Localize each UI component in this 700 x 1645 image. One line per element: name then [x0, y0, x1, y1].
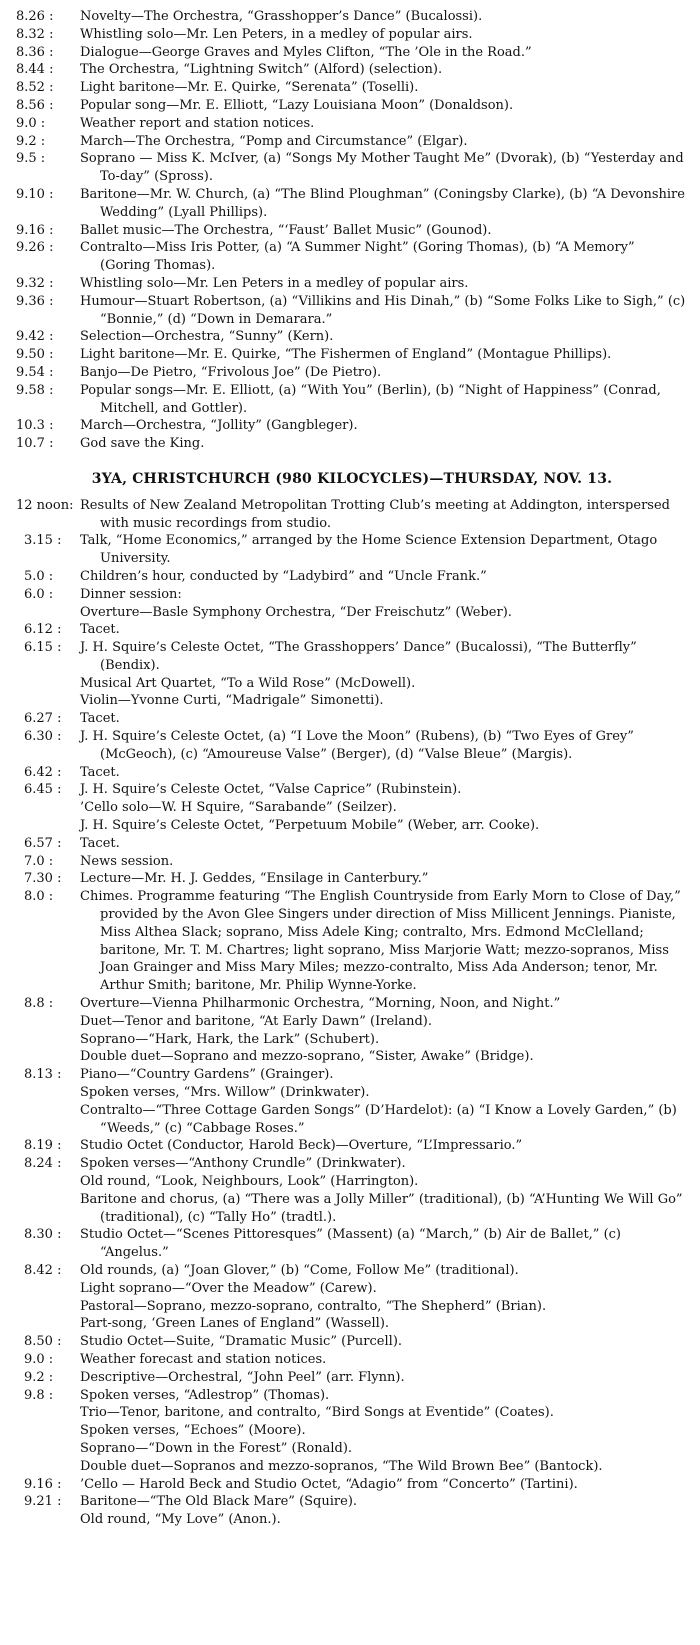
entry-text: [80, 293, 688, 329]
entry-time: 9.16 :: [16, 222, 54, 238]
entry-text: [80, 728, 688, 764]
entry-time: 6.30 :: [24, 729, 62, 745]
entry-text: [80, 1262, 688, 1333]
entry-time: 8.26 :: [16, 9, 54, 24]
entry-text: [80, 97, 688, 115]
entry-text: [80, 639, 688, 710]
entry-line: Double duet—Soprano and mezzo-soprano, “Sister, Awake” (Bridge).: [80, 1049, 534, 1065]
entry-line: Weather forecast and station notices.: [80, 1351, 327, 1367]
programme-entry: [16, 1155, 688, 1226]
entry-line: Old round, “My Love” (Anon.).: [80, 1512, 281, 1528]
entry-time: 6.42 :: [24, 764, 62, 780]
entry-line: Studio Octet—“Scenes Pittoresques” (Massent) (a) “March,” (b) Air de Ballet,” (c) “Angelus.”: [80, 1227, 622, 1261]
programme-entry: [16, 1137, 688, 1155]
entry-text: [80, 1226, 688, 1262]
entry-time: 8.36 :: [16, 44, 54, 60]
programme-entry: [16, 150, 688, 186]
programme-section-3ya: [16, 497, 688, 1529]
entry-line: J. H. Squire’s Celeste Octet, (a) “I Love the Moon” (Rubens), (b) “Two Eyes of Grey” (McGeoch), (c) “Amoureuse Valse” (Berger), (d) “Valse Bleue” (Margis).: [80, 729, 634, 762]
entry-text: [80, 1066, 688, 1137]
entry-line: Violin—Yvonne Curti, “Madrigale” Simonetti).: [80, 693, 384, 709]
entry-line: Double duet—Sopranos and mezzo-sopranos, “The Wild Brown Bee” (Bantock).: [80, 1458, 603, 1474]
entry-time: 9.5 :: [16, 151, 46, 167]
programme-entry: [16, 853, 688, 871]
entry-line: Humour—Stuart Robertson, (a) “Villikins and His Dinah,” (b) “Some Folks Like to Sigh,” (c) “Bonnie,” (d) “Down in Demarara.”: [80, 293, 686, 327]
entry-line: J. H. Squire’s Celeste Octet, “The Grasshoppers’ Dance” (Bucalossi), “The Butterfly” (Bendix).: [80, 640, 637, 673]
entry-time: 9.32 :: [16, 275, 54, 291]
entry-time: 8.42 :: [24, 1262, 62, 1278]
entry-text: [80, 1493, 688, 1529]
entry-line: Old rounds, (a) “Joan Glover,” (b) “Come, Follow Me” (traditional).: [80, 1262, 519, 1278]
entry-line: Dialogue—George Graves and Myles Clifton, “The ’Ole in the Road.”: [80, 44, 532, 60]
entry-time: 9.10 :: [16, 186, 54, 202]
entry-text: [80, 275, 688, 293]
programme-entry: [16, 1333, 688, 1351]
entry-line: Selection—Orchestra, “Sunny” (Kern).: [80, 329, 334, 345]
entry-line: Studio Octet (Conductor, Harold Beck)—Overture, “L’Impressario.”: [80, 1138, 523, 1154]
entry-line: Novelty—The Orchestra, “Grasshopper’s Dance” (Bucalossi).: [80, 9, 483, 24]
entry-text: [80, 435, 688, 453]
programme-entry: [16, 586, 688, 622]
programme-entry: [16, 97, 688, 115]
entry-line: Banjo—De Pietro, “Frivolous Joe” (De Pietro).: [80, 364, 382, 380]
programme-entry: [16, 621, 688, 639]
entry-line: News session.: [80, 853, 174, 869]
entry-time: 10.7 :: [16, 436, 54, 452]
entry-text: [80, 1369, 688, 1387]
programme-entry: [16, 781, 688, 834]
entry-text: [80, 346, 688, 364]
entry-text: [80, 621, 688, 639]
programme-entry: [16, 1387, 688, 1476]
programme-entry: [16, 26, 688, 44]
entry-line: God save the King.: [80, 436, 205, 452]
entry-text: [80, 186, 688, 222]
entry-line: Overture—Basle Symphony Orchestra, “Der Freischutz” (Weber).: [80, 604, 512, 620]
programme-entry: [16, 1066, 688, 1137]
entry-time: 9.8 :: [24, 1387, 54, 1403]
programme-entry: [16, 497, 688, 533]
entry-line: Spoken verses, “Adlestrop” (Thomas).: [80, 1387, 330, 1403]
entry-time: 9.42 :: [16, 329, 54, 345]
entry-line: Part-song, ‘Green Lanes of England” (Wassell).: [80, 1316, 390, 1332]
entry-text: [80, 61, 688, 79]
entry-text: [80, 133, 688, 151]
entry-text: [80, 586, 688, 622]
entry-time: 12 noon:: [16, 497, 74, 513]
programme-entry: [16, 8, 688, 26]
programme-entry: [16, 364, 688, 382]
entry-line: Dinner session:: [80, 586, 182, 602]
entry-line: Soprano — Miss K. McIver, (a) “Songs My Mother Taught Me” (Dvorak), (b) “Yesterday and To-day” (Spross).: [80, 151, 684, 185]
entry-line: March—The Orchestra, “Pomp and Circumstance” (Elgar).: [80, 133, 468, 149]
entry-text: [80, 1155, 688, 1226]
entry-text: [80, 222, 688, 240]
entry-line: ’Cello — Harold Beck and Studio Octet, “Adagio” from “Concerto” (Tartini).: [80, 1476, 578, 1492]
entry-time: 9.26 :: [16, 240, 54, 256]
programme-entry: [16, 1262, 688, 1333]
entry-text: [80, 853, 688, 871]
entry-line: Descriptive—Orchestral, “John Peel” (arr. Flynn).: [80, 1369, 405, 1385]
entry-text: [80, 835, 688, 853]
entry-line: Overture—Vienna Philharmonic Orchestra, “Morning, Noon, and Night.”: [80, 996, 561, 1012]
entry-time: 8.56 :: [16, 97, 54, 113]
entry-line: Whistling solo—Mr. Len Peters, in a medley of popular airs.: [80, 26, 473, 42]
entry-time: 6.0 :: [24, 586, 54, 602]
entry-time: 9.58 :: [16, 382, 54, 398]
entry-line: Popular songs—Mr. E. Elliott, (a) “With You” (Berlin), (b) “Night of Happiness” (Conrad, Mitchell, and Gottler).: [80, 382, 661, 416]
entry-line: J. H. Squire’s Celeste Octet, “Valse Caprice” (Rubinstein).: [80, 782, 462, 798]
entry-line: Baritone and chorus, (a) “There was a Jolly Miller” (traditional), (b) “A’Hunting We Will Go” (traditional), (c) “Tally Ho” (tradtl.).: [80, 1191, 683, 1225]
entry-line: Studio Octet—Suite, “Dramatic Music” (Purcell).: [80, 1334, 403, 1350]
entry-text: [80, 568, 688, 586]
programme-entry: [16, 417, 688, 435]
entry-line: Children’s hour, conducted by “Ladybird” and “Uncle Frank.”: [80, 568, 487, 584]
entry-time: 10.3 :: [16, 418, 54, 434]
entry-time: 7.30 :: [24, 871, 62, 887]
entry-text: [80, 382, 688, 418]
entry-text: [80, 8, 688, 26]
entry-line: March—Orchestra, “Jollity” (Gangbleger).: [80, 418, 358, 434]
entry-text: [80, 115, 688, 133]
entry-line: Tacet.: [80, 622, 120, 638]
entry-text: [80, 1333, 688, 1351]
entry-line: Whistling solo—Mr. Len Peters in a medley of popular airs.: [80, 275, 469, 291]
entry-time: 9.0 :: [16, 115, 46, 131]
entry-line: The Orchestra, “Lightning Switch” (Alford) (selection).: [80, 62, 443, 78]
entry-text: [80, 26, 688, 44]
entry-line: Light soprano—“Over the Meadow” (Carew).: [80, 1280, 377, 1296]
entry-line: Popular song—Mr. E. Elliott, “Lazy Louisiana Moon” (Donaldson).: [80, 97, 514, 113]
entry-line: Soprano—“Down in the Forest” (Ronald).: [80, 1440, 353, 1456]
programme-entry: [16, 639, 688, 710]
entry-line: Soprano—“Hark, Hark, the Lark” (Schubert).: [80, 1031, 380, 1047]
entry-time: 9.50 :: [16, 347, 54, 363]
programme-entry: [16, 1226, 688, 1262]
entry-text: [80, 532, 688, 568]
programme-entry: [16, 532, 688, 568]
entry-text: [80, 995, 688, 1066]
entry-line: Duet—Tenor and baritone, “At Early Dawn” (Ireland).: [80, 1013, 432, 1029]
programme-entry: [16, 435, 688, 453]
programme-entry: [16, 382, 688, 418]
entry-line: Tacet.: [80, 711, 120, 727]
entry-time: 3.15 :: [24, 533, 62, 549]
entry-time: 9.2 :: [24, 1369, 54, 1385]
programme-entry: [16, 328, 688, 346]
entry-text: [80, 497, 688, 533]
entry-text: [80, 764, 688, 782]
programme-entry: [16, 222, 688, 240]
programme-entry: [16, 239, 688, 275]
entry-line: Light baritone—Mr. E. Quirke, “The Fishermen of England” (Montague Phillips).: [80, 347, 612, 363]
entry-line: Baritone—“The Old Black Mare” (Squire).: [80, 1494, 358, 1510]
entry-time: 8.24 :: [24, 1156, 62, 1172]
entry-line: Contralto—“Three Cottage Garden Songs” (D’Hardelot): (a) “I Know a Lovely Garden,” (b) “Weeds,” (c) “Cabbage Roses.”: [80, 1102, 677, 1136]
entry-text: [80, 44, 688, 62]
programme-entry: [16, 1476, 688, 1494]
entry-line: Piano—“Country Gardens” (Grainger).: [80, 1067, 334, 1083]
entry-time: 8.44 :: [16, 62, 54, 78]
entry-time: 8.30 :: [24, 1227, 62, 1243]
programme-section-previous: [16, 8, 688, 453]
entry-line: Light baritone—Mr. E. Quirke, “Serenata” (Toselli).: [80, 80, 419, 96]
entry-line: Pastoral—Soprano, mezzo-soprano, contralto, “The Shepherd” (Brian).: [80, 1298, 547, 1314]
entry-line: Tacet.: [80, 764, 120, 780]
entry-time: 9.36 :: [16, 293, 54, 309]
entry-line: Tacet.: [80, 835, 120, 851]
entry-line: Spoken verses, “Echoes” (Moore).: [80, 1423, 306, 1439]
programme-entry: [16, 79, 688, 97]
entry-line: Trio—Tenor, baritone, and contralto, “Bird Songs at Eventide” (Coates).: [80, 1405, 554, 1421]
entry-line: Musical Art Quartet, “To a Wild Rose” (McDowell).: [80, 675, 416, 691]
entry-text: [80, 1387, 688, 1476]
entry-line: Lecture—Mr. H. J. Geddes, “Ensilage in Canterbury.”: [80, 871, 429, 887]
entry-time: 6.12 :: [24, 622, 62, 638]
programme-entry: [16, 888, 688, 995]
entry-time: 6.15 :: [24, 640, 62, 656]
entry-time: 9.0 :: [24, 1351, 54, 1367]
programme-entry: [16, 835, 688, 853]
entry-time: 6.27 :: [24, 711, 62, 727]
programme-entry: [16, 1369, 688, 1387]
entry-time: 9.21 :: [24, 1494, 62, 1510]
entry-text: [80, 781, 688, 834]
programme-entry: [16, 764, 688, 782]
entry-time: 8.0 :: [24, 889, 54, 905]
programme-entry: [16, 710, 688, 728]
entry-time: 8.52 :: [16, 80, 54, 96]
entry-text: [80, 239, 688, 275]
programme-entry: [16, 1351, 688, 1369]
programme-entry: [16, 293, 688, 329]
entry-line: ’Cello solo—W. H Squire, “Sarabande” (Seilzer).: [80, 800, 397, 816]
entry-line: Spoken verses, “Mrs. Willow” (Drinkwater).: [80, 1085, 370, 1101]
entry-time: 6.45 :: [24, 782, 62, 798]
programme-entry: [16, 728, 688, 764]
entry-time: 8.32 :: [16, 26, 54, 42]
programme-entry: [16, 186, 688, 222]
entry-text: [80, 1351, 688, 1369]
entry-time: 6.57 :: [24, 835, 62, 851]
programme-entry: [16, 275, 688, 293]
programme-entry: [16, 115, 688, 133]
entry-line: Spoken verses—“Anthony Crundle” (Drinkwater).: [80, 1156, 406, 1172]
entry-text: [80, 1137, 688, 1155]
entry-line: Ballet music—The Orchestra, “‘Faust’ Ballet Music” (Gounod).: [80, 222, 492, 238]
entry-time: 8.50 :: [24, 1334, 62, 1350]
entry-time: 8.19 :: [24, 1138, 62, 1154]
entry-text: [80, 1476, 688, 1494]
programme-entry: [16, 346, 688, 364]
entry-text: [80, 417, 688, 435]
entry-time: 7.0 :: [24, 853, 54, 869]
programme-entry: [16, 568, 688, 586]
entry-line: Talk, “Home Economics,” arranged by the Home Science Extension Department, Otago University.: [80, 533, 658, 567]
entry-time: 8.8 :: [24, 996, 54, 1012]
entry-time: 9.54 :: [16, 364, 54, 380]
programme-entry: [16, 1493, 688, 1529]
entry-line: J. H. Squire’s Celeste Octet, “Perpetuum Mobile” (Weber, arr. Cooke).: [80, 818, 540, 834]
entry-text: [80, 364, 688, 382]
entry-time: 9.2 :: [16, 133, 46, 149]
entry-text: [80, 79, 688, 97]
programme-entry: [16, 870, 688, 888]
entry-line: Chimes. Programme featuring “The English Countryside from Early Morn to Close of Day,” provided by the Avon Glee Singers under direction of Miss Millicent Jennings. Pianiste, Miss Althea Slack; soprano, Miss Adele King; contralto, Mrs. Edmond McClelland; baritone, Mr. T. M. Chartres; light soprano, Miss Marjorie Watt; mezzo-sopranos, Miss Joan Grainger and Miss Mary Miles; mezzo-contralto, Miss Ada Anderson; tenor, Mr. Arthur Smith; baritone, Mr. Philip Wynne-Yorke.: [80, 889, 681, 994]
entry-line: Weather report and station notices.: [80, 115, 315, 131]
entry-text: [80, 328, 688, 346]
entry-line: Old round, “Look, Neighbours, Look” (Harrington).: [80, 1174, 419, 1189]
entry-text: [80, 888, 688, 995]
programme-entry: [16, 133, 688, 151]
entry-time: 5.0 :: [24, 568, 54, 584]
entry-line: Results of New Zealand Metropolitan Trotting Club’s meeting at Addington, interspersed with music recordings from studio.: [80, 497, 670, 531]
entry-line: Contralto—Miss Iris Potter, (a) “A Summer Night” (Goring Thomas), (b) “A Memory” (Goring Thomas).: [80, 240, 635, 274]
programme-entry: [16, 61, 688, 79]
entry-text: [80, 150, 688, 186]
entry-line: Baritone—Mr. W. Church, (a) “The Blind Ploughman” (Coningsby Clarke), (b) “A Devonshire Wedding” (Lyall Phillips).: [80, 186, 685, 220]
programme-entry: [16, 44, 688, 62]
entry-text: [80, 710, 688, 728]
station-heading: 3YA, CHRISTCHURCH (980 KILOCYCLES)—THURSDAY, NOV. 13.: [91, 470, 613, 487]
programme-entry: [16, 995, 688, 1066]
entry-time: 8.13 :: [24, 1067, 62, 1083]
entry-text: [80, 870, 688, 888]
entry-time: 9.16 :: [24, 1476, 62, 1492]
